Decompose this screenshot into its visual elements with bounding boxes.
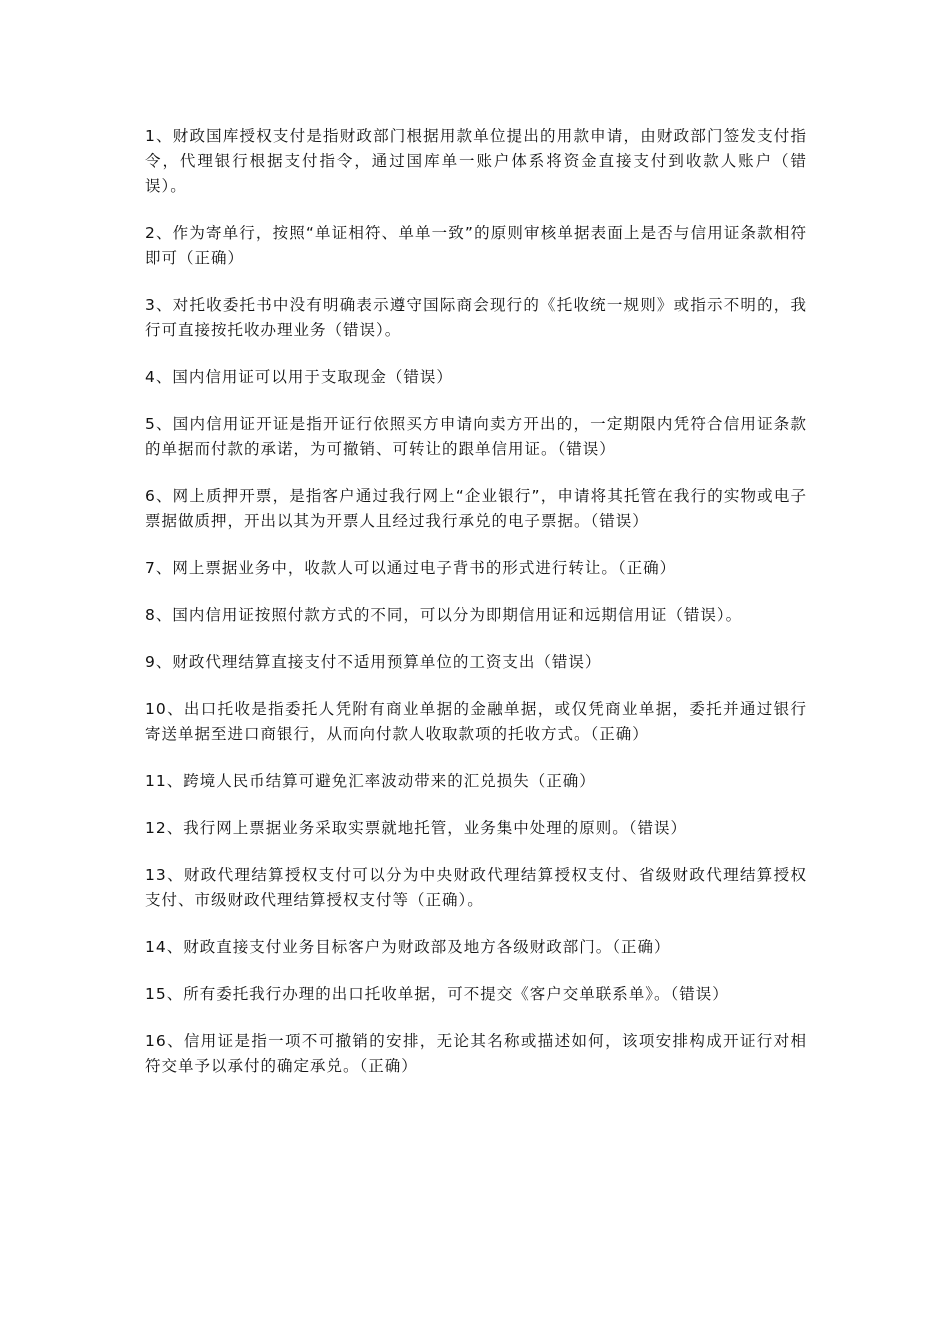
question-item-5: 5、国内信用证开证是指开证行依照买方申请向卖方开出的，一定期限内凭符合信用证条款的单据而付款的承诺，为可撤销、可转让的跟单信用证。（错误） [145, 415, 807, 458]
question-item-9: 9、财政代理结算直接支付不适用预算单位的工资支出（错误） [145, 653, 602, 671]
question-item-4: 4、国内信用证可以用于支取现金（错误） [145, 368, 453, 386]
question-item-14: 14、财政直接支付业务目标客户为财政部及地方各级财政部门。（正确） [145, 938, 671, 956]
question-item-10: 10、出口托收是指委托人凭附有商业单据的金融单据，或仅凭商业单据，委托并通过银行寄送单据至进口商银行，从而向付款人收取款项的托收方式。（正确） [145, 700, 807, 743]
question-item-16: 16、信用证是指一项不可撤销的安排，无论其名称或描述如何，该项安排构成开证行对相符交单予以承付的确定承兑。（正确） [145, 1032, 807, 1075]
question-list [145, 124, 807, 1101]
question-item-7: 7、网上票据业务中，收款人可以通过电子背书的形式进行转让。（正确） [145, 559, 677, 577]
question-item-11: 11、跨境人民币结算可避免汇率波动带来的汇兑损失（正确） [145, 772, 596, 790]
question-item-1: 1、财政国库授权支付是指财政部门根据用款单位提出的用款申请，由财政部门签发支付指令，代理银行根据支付指令，通过国库单一账户体系将资金直接支付到收款人账户（错误）。 [145, 127, 807, 195]
question-item-13: 13、财政代理结算授权支付可以分为中央财政代理结算授权支付、省级财政代理结算授权支付、市级财政代理结算授权支付等（正确）。 [145, 866, 807, 909]
question-item-3: 3、对托收委托书中没有明确表示遵守国际商会现行的《托收统一规则》或指示不明的，我行可直接按托收办理业务（错误）。 [145, 296, 807, 339]
question-item-6: 6、网上质押开票，是指客户通过我行网上“企业银行”，申请将其托管在我行的实物或电子票据做质押，开出以其为开票人且经过我行承兑的电子票据。（错误） [145, 487, 807, 530]
question-item-15: 15、所有委托我行办理的出口托收单据，可不提交《客户交单联系单》。（错误） [145, 985, 729, 1003]
question-item-12: 12、我行网上票据业务采取实票就地托管，业务集中处理的原则。（错误） [145, 819, 687, 837]
question-item-2: 2、作为寄单行，按照“单证相符、单单一致”的原则审核单据表面上是否与信用证条款相符即可（正确） [145, 224, 807, 267]
question-item-8: 8、国内信用证按照付款方式的不同，可以分为即期信用证和远期信用证（错误）。 [145, 606, 743, 624]
